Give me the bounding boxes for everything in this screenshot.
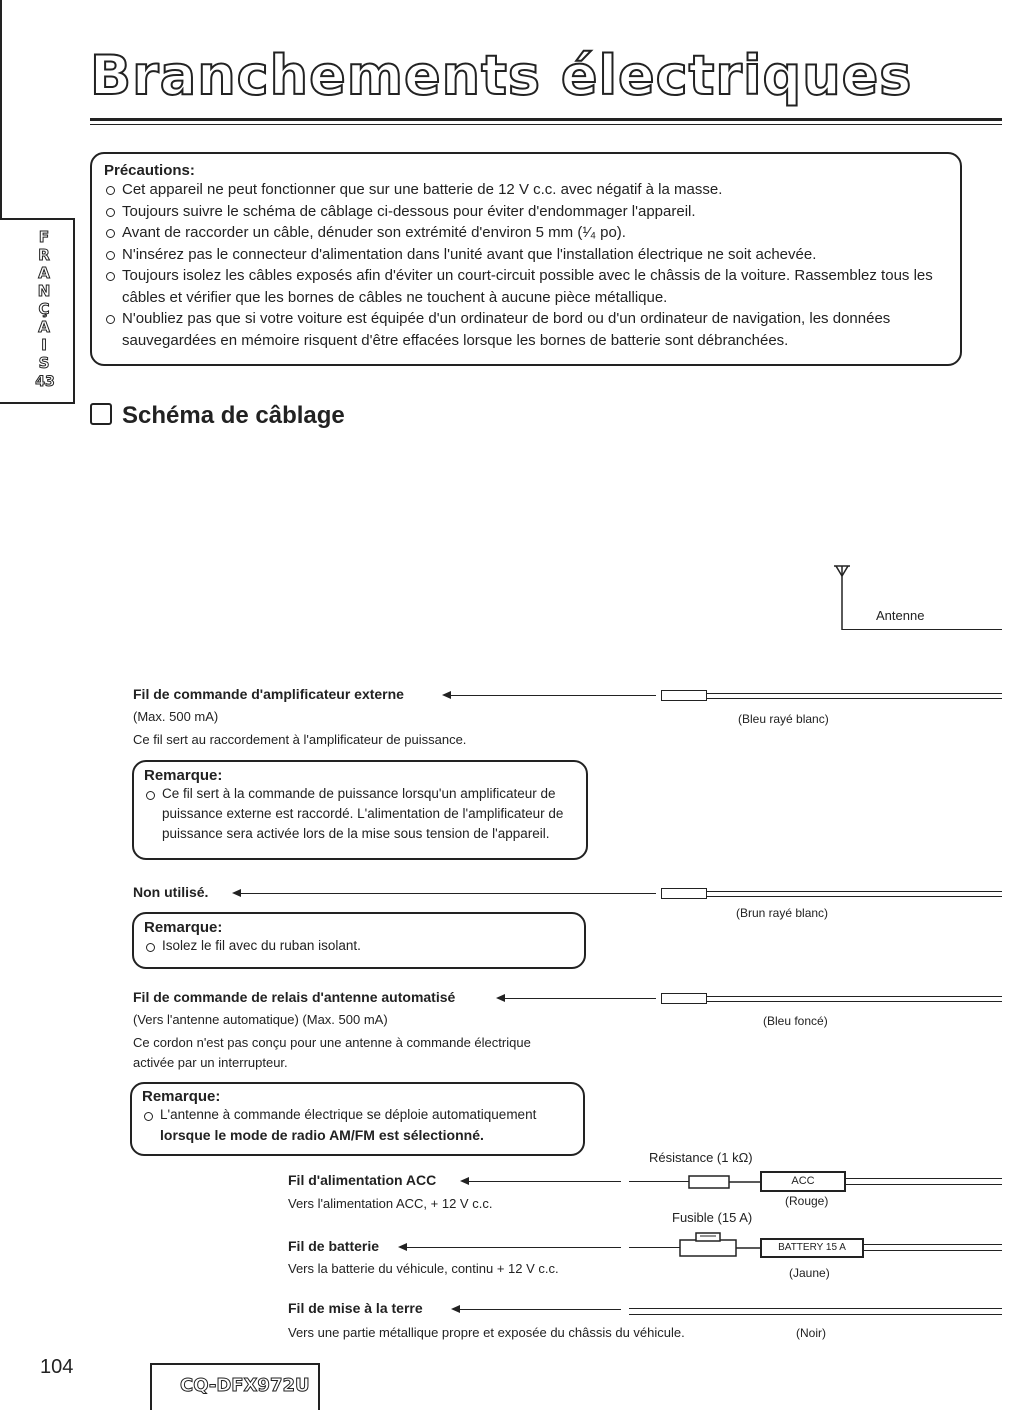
- page-title: Branchements électriques: [90, 44, 913, 107]
- precautions-box: [90, 152, 962, 366]
- precaution-item: Avant de raccorder un câble, dénuder son extrémité d'environ 5 mm (¹⁄₄ po).: [104, 222, 948, 244]
- ground-wire-label: Fil de mise à la terre: [288, 1300, 423, 1316]
- acc-wire-label: Fil d'alimentation ACC: [288, 1172, 437, 1188]
- battery-wire: [864, 1250, 1002, 1251]
- ground-wire-color: (Noir): [796, 1326, 826, 1340]
- section-title: [90, 402, 345, 430]
- amp-wire: [707, 698, 1002, 699]
- lang-letter: A: [38, 264, 50, 282]
- amp-wire-label: Fil de commande d'amplificateur externe: [133, 686, 404, 702]
- antenna-relay-note-box: [130, 1082, 585, 1156]
- ground-wire: [629, 1314, 1002, 1315]
- unused-note: Isolez le fil avec du ruban isolant.: [144, 936, 574, 956]
- title-rule-thin: [90, 124, 1002, 125]
- arrow-left-icon: [460, 1177, 469, 1185]
- antenna-relay-wire-color: (Bleu foncé): [763, 1014, 828, 1028]
- title-rule-thick: [90, 118, 1002, 121]
- antenna-relay-connector: [661, 993, 707, 1004]
- note-heading: Remarque:: [144, 767, 223, 784]
- antenna-relay-desc: Ce cordon n'est pas conçu pour une antenne à commande électrique: [133, 1035, 531, 1050]
- battery-wire-label: Fil de batterie: [288, 1238, 380, 1254]
- lang-letter: I: [41, 336, 47, 354]
- precautions-heading: Précautions:: [104, 162, 195, 179]
- battery-leader-line: [407, 1247, 621, 1248]
- amp-wire-color: (Bleu rayé blanc): [738, 712, 829, 726]
- unused-connector: [661, 888, 707, 899]
- precaution-item: Cet appareil ne peut fonctionner que sur une batterie de 12 V c.c. avec négatif à la masse.: [104, 179, 948, 201]
- battery-wire-color: (Jaune): [789, 1266, 830, 1280]
- amp-leader-line: [451, 695, 656, 696]
- acc-wire-color: (Rouge): [785, 1194, 829, 1208]
- note-heading: Remarque:: [142, 1088, 221, 1105]
- unused-note-box: [132, 912, 586, 969]
- resistor-icon: [685, 1173, 765, 1191]
- antenna-relay-note-bold: lorsque le mode de radio AM/FM est sélectionné.: [160, 1127, 484, 1143]
- lang-letter: N: [37, 282, 51, 300]
- antenna-relay-note: L'antenne à commande électrique se déploie automatiquement: [142, 1105, 573, 1125]
- model-box: [150, 1363, 320, 1410]
- amp-spec: (Max. 500 mA): [133, 709, 219, 724]
- resistor-label: Résistance (1 kΩ): [649, 1150, 753, 1165]
- arrow-left-icon: [398, 1243, 407, 1251]
- lang-letter: A: [38, 318, 50, 336]
- lang-letter: R: [38, 246, 50, 264]
- arrow-left-icon: [496, 994, 505, 1002]
- lang-letter: Ç: [38, 300, 50, 318]
- language-tab: [0, 218, 75, 404]
- amp-note: Ce fil sert à la commande de puissance lorsqu'un amplificateur de puissance externe est raccordé. L'alimentation de l'amplificateur de puissance sera activée lors de la mise sous tension de l'appareil.: [144, 784, 576, 844]
- antenna-relay-leader-line: [505, 998, 656, 999]
- page-number: 104: [40, 1356, 74, 1378]
- unused-wire: [707, 891, 1002, 892]
- ground-wire: [629, 1308, 1002, 1309]
- arrow-left-icon: [442, 691, 451, 699]
- fuse-icon: [676, 1230, 766, 1258]
- battery-plug: BATTERY 15 A: [760, 1238, 864, 1258]
- antenna-wire: [842, 629, 1002, 630]
- amp-wire: [707, 693, 1002, 694]
- acc-wire: [846, 1178, 1002, 1179]
- unused-wire-label: Non utilisé.: [133, 884, 209, 900]
- ground-leader-line: [460, 1309, 621, 1310]
- antenna-relay-wire: [707, 996, 1002, 997]
- antenna-relay-desc: activée par un interrupteur.: [133, 1055, 288, 1070]
- antenna-relay-wire: [707, 1001, 1002, 1002]
- section-badge: 43: [35, 374, 55, 390]
- precaution-item: N'oubliez pas que si votre voiture est équipée d'un ordinateur de bord ou d'un ordinateur de navigation, les données sauvegardées en mémoire risquent d'être effacées lorsque les bornes de batterie sont débranchées.: [104, 308, 948, 351]
- lang-letter: F: [38, 228, 50, 246]
- note-heading: Remarque:: [144, 919, 223, 936]
- unused-leader-line: [241, 893, 656, 894]
- antenna-label: Antenne: [876, 608, 925, 623]
- precaution-item: Toujours isolez les câbles exposés afin d'éviter un court-circuit possible avec le châssis de la voiture. Rassemblez tous les câbles et vérifier que les bornes de câbles ne touchent à aucune pièce métallique.: [104, 265, 948, 308]
- arrow-left-icon: [232, 889, 241, 897]
- acc-plug: ACC: [760, 1171, 846, 1192]
- arrow-left-icon: [451, 1305, 460, 1313]
- amp-desc: Ce fil sert au raccordement à l'amplificateur de puissance.: [133, 732, 467, 747]
- precaution-item: N'insérez pas le connecteur d'alimentation dans l'unité avant que l'installation électrique ne soit achevée.: [104, 244, 948, 266]
- antenna-icon: [832, 562, 852, 632]
- acc-wire-segment: [629, 1181, 689, 1182]
- antenna-relay-wire-label: Fil de commande de relais d'antenne automatisé: [133, 989, 456, 1005]
- unused-wire-color: (Brun rayé blanc): [736, 906, 829, 920]
- amp-note-box: [132, 760, 588, 860]
- antenna-relay-spec: (Vers l'antenne automatique) (Max. 500 mA): [133, 1012, 388, 1027]
- lang-letter: S: [38, 354, 50, 372]
- section-square-icon: [90, 403, 112, 425]
- acc-wire: [846, 1184, 1002, 1185]
- battery-wire: [864, 1244, 1002, 1245]
- page-edge-line: [0, 0, 2, 218]
- ground-desc: Vers une partie métallique propre et exposée du châssis du véhicule.: [288, 1325, 685, 1340]
- model-name: CQ-DFX972U: [180, 1375, 310, 1396]
- battery-desc: Vers la batterie du véhicule, continu + 12 V c.c.: [288, 1261, 559, 1276]
- battery-wire-segment: [629, 1247, 681, 1248]
- acc-leader-line: [469, 1181, 621, 1182]
- fuse-label: Fusible (15 A): [672, 1210, 753, 1225]
- section-title-text: Schéma de câblage: [122, 402, 345, 429]
- unused-wire: [707, 896, 1002, 897]
- precaution-item: Toujours suivre le schéma de câblage ci-dessous pour éviter d'endommager l'appareil.: [104, 201, 948, 223]
- acc-desc: Vers l'alimentation ACC, + 12 V c.c.: [288, 1196, 493, 1211]
- amp-connector: [661, 690, 707, 701]
